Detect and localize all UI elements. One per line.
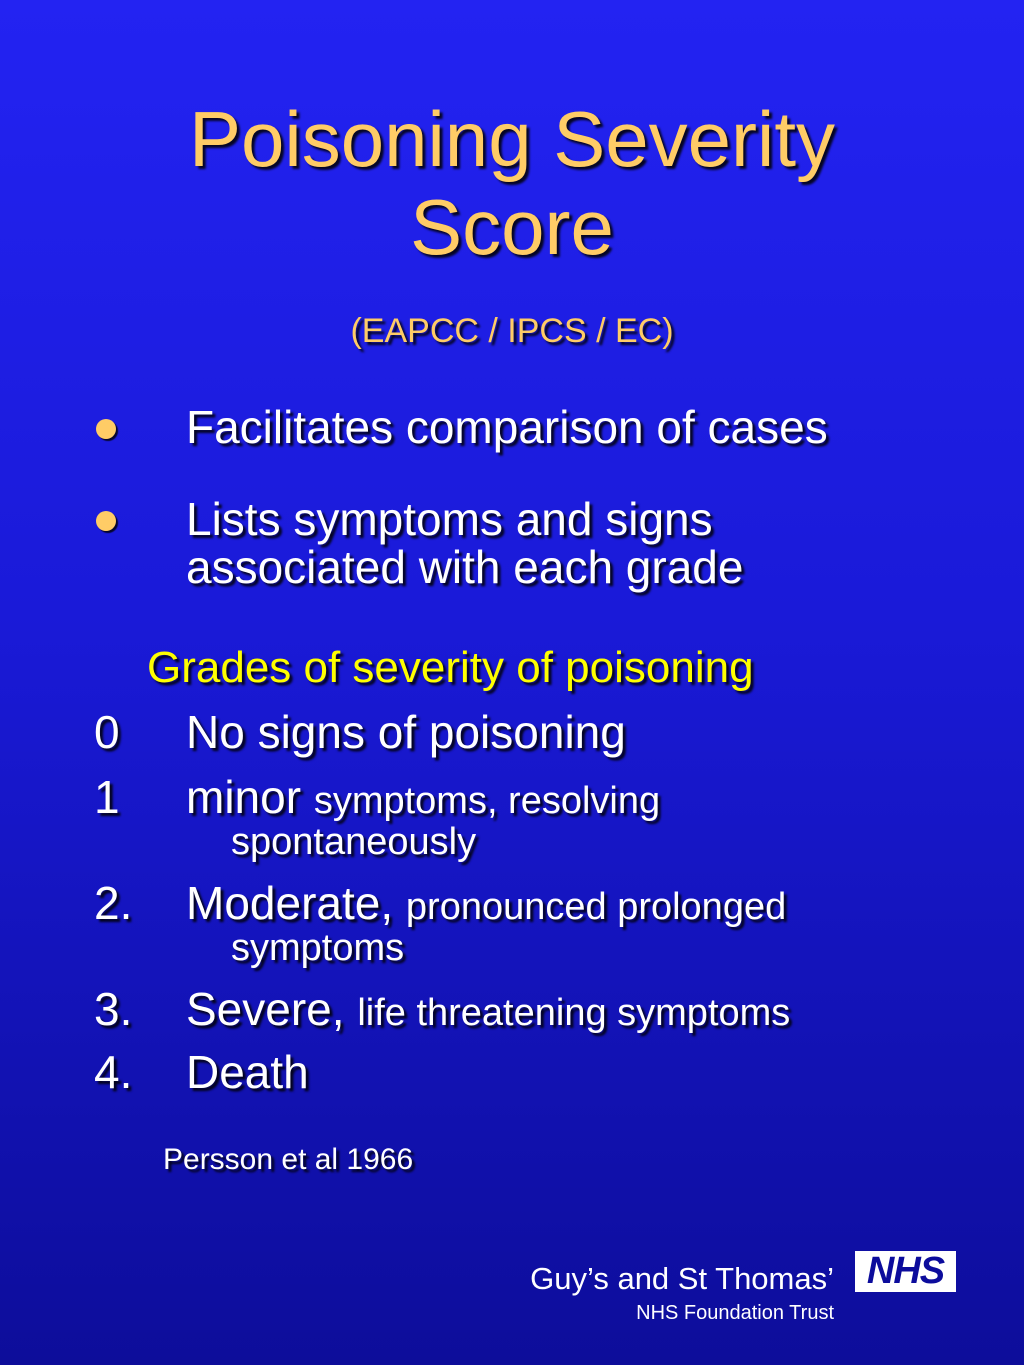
- grade-continuation: spontaneously: [231, 821, 477, 863]
- grade-detail: life threatening symptoms: [357, 992, 791, 1034]
- bullet-text-line: Lists symptoms and signs: [186, 493, 713, 545]
- grade-term: Death: [186, 1046, 309, 1098]
- grade-number: 4.: [94, 1046, 133, 1098]
- grade-detail: pronounced prolonged: [405, 886, 787, 928]
- grade-term: Moderate,: [186, 877, 394, 929]
- slide-title: [0, 95, 1024, 271]
- nhs-logo: NHS: [855, 1251, 956, 1292]
- grades-heading: Grades of severity of poisoning: [147, 643, 754, 692]
- grade-line: [186, 984, 790, 1038]
- grade-number: 1: [94, 771, 120, 823]
- citation: Persson et al 1966: [163, 1143, 414, 1176]
- bullet-text: Facilitates comparison of cases: [186, 401, 828, 453]
- grade-number: 3.: [94, 983, 133, 1035]
- grade-detail: symptoms, resolving: [313, 780, 661, 822]
- title-line-2: Score: [410, 183, 614, 271]
- organisation-subtitle: NHS Foundation Trust: [636, 1302, 834, 1324]
- grade-term: Severe,: [186, 983, 345, 1035]
- grade-number: 2.: [94, 877, 133, 929]
- slide-subtitle: (EAPCC / IPCS / EC): [350, 312, 674, 350]
- grade-line: [186, 772, 660, 826]
- bullet-text-line: associated with each grade: [186, 541, 744, 593]
- bullet-text: [186, 495, 743, 591]
- grade-term: No signs of poisoning: [186, 706, 626, 758]
- grade-continuation: symptoms: [231, 927, 405, 969]
- bullet-dot-icon: [96, 419, 116, 439]
- grade-line: [186, 878, 786, 932]
- grade-number: 0: [94, 706, 120, 758]
- bullet-dot-icon: [96, 511, 116, 531]
- grade-term: minor: [186, 771, 302, 823]
- organisation-name: Guy’s and St Thomas’: [530, 1261, 834, 1296]
- title-line-1: Poisoning Severity: [188, 95, 835, 183]
